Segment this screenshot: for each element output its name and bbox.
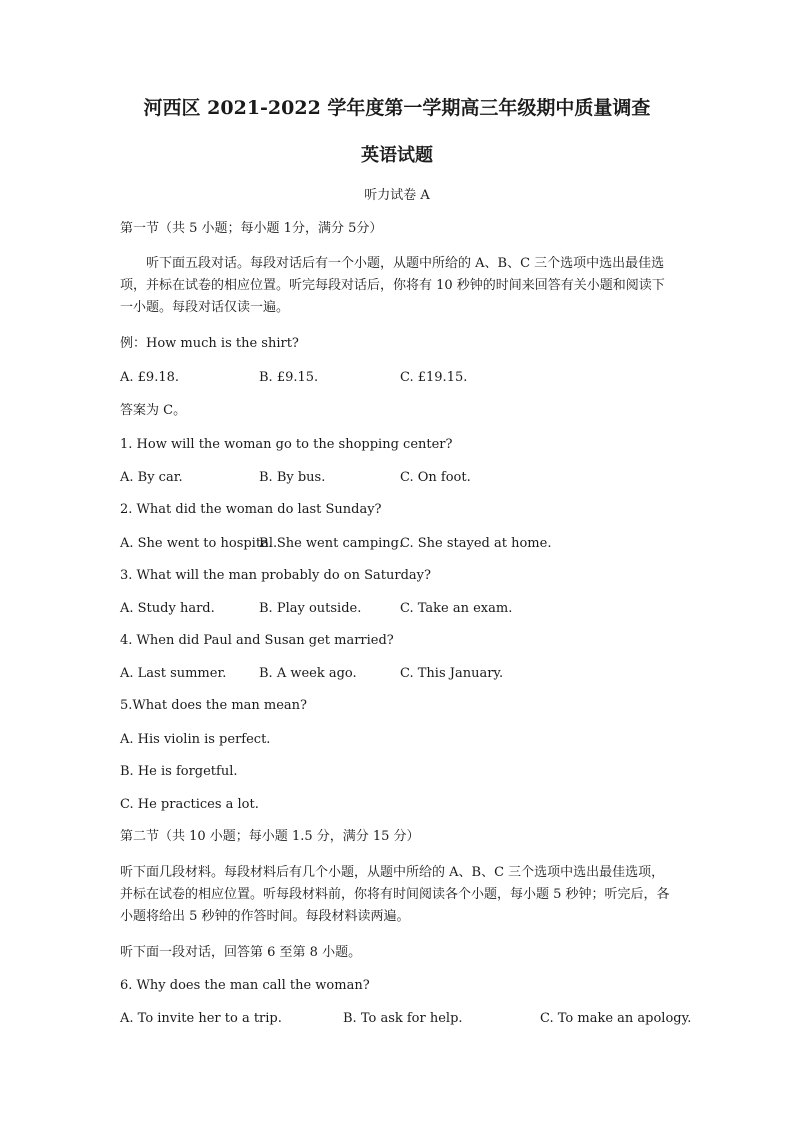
- q1-option-b: B. By bus.: [259, 470, 326, 485]
- exam-title: 河西区 2021-2022 学年度第一学期高三年级期中质量调查: [143, 97, 651, 119]
- q2-option-a: A. She went to hospital.: [120, 536, 278, 551]
- part1-instructions: 听下面五段对话。每段对话后有一个小题，从题中所给的 A、B、C 三个选项中选出最佳选项，并标在试卷的相应位置。听完每段对话后，你将有 10 秒钟的时间来回答有关小题和阅读下一小题。每段对话仅读一遍。: [120, 256, 665, 315]
- q4-option-a: A. Last summer.: [120, 666, 227, 681]
- q2-option-c: C. She stayed at home.: [400, 536, 552, 551]
- question-6: 6. Why does the man call the woman?: [120, 978, 370, 993]
- example-option-c: C. £19.15.: [400, 370, 468, 385]
- group-note: 听下面一段对话，回答第 6 至第 8 小题。: [120, 945, 362, 960]
- q4-option-b: B. A week ago.: [259, 666, 357, 681]
- q5-option-b: B. He is forgetful.: [120, 764, 238, 779]
- question-4: 4. When did Paul and Susan get married?: [120, 633, 394, 648]
- example-question: 例：How much is the shirt?: [120, 336, 299, 351]
- exam-subtitle: 英语试题: [361, 145, 433, 166]
- q6-option-a: A. To invite her to a trip.: [120, 1011, 282, 1026]
- part2-heading: 第二节（共 10 小题；每小题 1.5 分，满分 15 分）: [120, 829, 420, 844]
- question-5: 5.What does the man mean?: [120, 698, 308, 713]
- q6-option-b: B. To ask for help.: [343, 1011, 463, 1026]
- part2-instructions: 听下面几段材料。每段材料后有几个小题，从题中所给的 A、B、C 三个选项中选出最佳选项，并标在试卷的相应位置。听每段材料前，你将有时间阅读各个小题，每小题 5 秒钟；听完后，各小题将给出 5 秒钟的作答时间。每段材料读两遍。: [120, 865, 670, 924]
- q3-option-c: C. Take an exam.: [400, 601, 513, 616]
- q1-option-a: A. By car.: [120, 470, 183, 485]
- example-option-a: A. £9.18.: [120, 370, 180, 385]
- question-3: 3. What will the man probably do on Saturday?: [120, 568, 431, 583]
- q5-option-c: C. He practices a lot.: [120, 797, 259, 812]
- example-answer: 答案为 C。: [120, 403, 187, 418]
- q2-option-b: B. She went camping.: [259, 536, 404, 551]
- part1-heading: 第一节（共 5 小题；每小题 1分，满分 5分）: [120, 221, 383, 236]
- q1-option-c: C. On foot.: [400, 470, 471, 485]
- question-2: 2. What did the woman do last Sunday?: [120, 502, 382, 517]
- q5-option-a: A. His violin is perfect.: [120, 732, 271, 747]
- section-label: 听力试卷 A: [364, 188, 430, 203]
- q3-option-b: B. Play outside.: [259, 601, 362, 616]
- q6-option-c: C. To make an apology.: [540, 1011, 692, 1026]
- question-1: 1. How will the woman go to the shopping center?: [120, 437, 453, 452]
- example-option-b: B. £9.15.: [259, 370, 319, 385]
- q3-option-a: A. Study hard.: [120, 601, 215, 616]
- q4-option-c: C. This January.: [400, 666, 504, 681]
